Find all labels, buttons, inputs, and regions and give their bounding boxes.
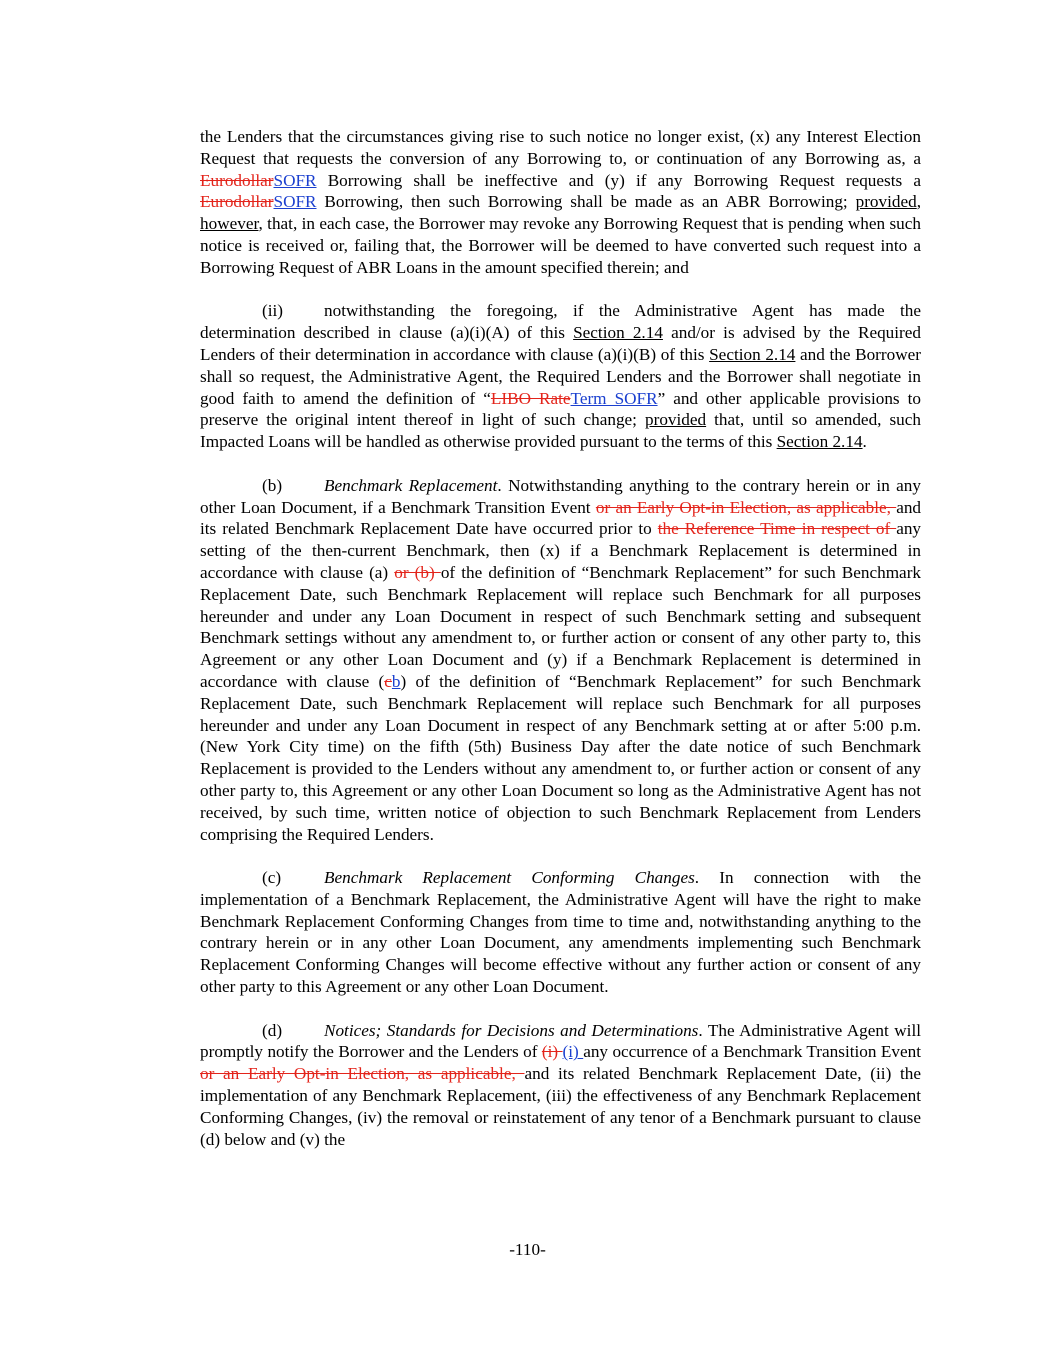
document-page bbox=[200, 126, 921, 1150]
clause-heading: Benchmark Replacement Conforming Changes bbox=[324, 868, 695, 888]
section-reference: Section 2.14 bbox=[776, 432, 863, 452]
deleted-text: c bbox=[384, 671, 392, 691]
section-reference: Section 2.14 bbox=[709, 344, 796, 364]
clause-label: (b) bbox=[262, 475, 283, 495]
underlined-term: provided bbox=[855, 192, 917, 212]
deleted-text: LIBO Rate bbox=[490, 388, 571, 408]
paragraph-c: (c) Benchmark Replacement Conforming Changes. In connection with the implementation of a Benchmark Replacement, the Administrative Agent will have the right to make Benchmark Replacement Conforming Changes from time to time and, notwithstanding anything to the contrary herein or in any other Loan Document, any amendments implementing such Benchmark Replacement Conforming Changes will become effective without any further action or consent of any other party to this Agreement or any other Loan Document. bbox=[200, 868, 921, 997]
clause-heading: Benchmark Replacement bbox=[324, 475, 498, 495]
inserted-text: (i) bbox=[562, 1042, 584, 1062]
deleted-text: (i) bbox=[541, 1042, 563, 1062]
deleted-text: Eurodollar bbox=[200, 170, 274, 190]
paragraph-d: (d) Notices; Standards for Decisions and Determinations. The Administrative Agent will promptly notify the Borrower and the Lenders of (i) (i) any occurrence of a Benchmark Transition Event or an Early Opt-in Election, as applicable, and its related Benchmark Replacement Date, (ii) the implementation of any Benchmark Replacement, (iii) the effectiveness of any Benchmark Replacement Conforming Changes, (iv) the removal or reinstatement of any tenor of a Benchmark pursuant to clause (d) below and (v) the bbox=[200, 1020, 922, 1149]
inserted-text: SOFR bbox=[273, 170, 317, 190]
inserted-text: b bbox=[391, 671, 401, 691]
deleted-text: or an Early Opt-in Election, as applicable, bbox=[595, 497, 897, 517]
deleted-text: the Reference Time in respect of bbox=[657, 519, 897, 539]
underlined-term: however bbox=[200, 214, 259, 234]
underlined-term: provided bbox=[645, 410, 707, 430]
inserted-text: SOFR bbox=[273, 192, 317, 212]
clause-label: (c) bbox=[262, 868, 282, 888]
deleted-text: or an Early Opt-in Election, as applicable, bbox=[200, 1064, 525, 1084]
section-reference: Section 2.14 bbox=[573, 323, 663, 343]
paragraph-b: (b) Benchmark Replacement. Notwithstanding anything to the contrary herein or in any other Loan Document, if a Benchmark Transition Event or an Early Opt-in Election, as applicable, and its related Benchmark Replacement Date have occurred prior to the Reference Time in respect of any setting of the then-current Benchmark, then (x) if a Benchmark Replacement is determined in accordance with clause (a) or (b) of the definition of “Benchmark Replacement” for such Benchmark Replacement Date, such Benchmark Replacement will replace such Benchmark for all purposes hereunder and under any Loan Document in respect of such Benchmark setting and subsequent Benchmark settings without any amendment to, or further action or consent of any other party to, this Agreement or any other Loan Document and (y) if a Benchmark Replacement is determined in accordance with clause (cb) of the definition of “Benchmark Replacement” for such Benchmark Replacement Date, such Benchmark Replacement will replace such Benchmark for all purposes hereunder and under any Loan Document in respect of any Benchmark setting at or after 5:00 p.m. (New York City time) on the fifth (5th) Business Day after the date notice of such Benchmark Replacement is provided to the Lenders without any amendment to, or further action or consent of any other party to, this Agreement or any other Loan Document so long as the Administrative Agent has not received, by such time, written notice of objection to such Benchmark Replacement from Lenders comprising the Required Lenders. bbox=[200, 475, 922, 844]
deleted-text: Eurodollar bbox=[200, 192, 274, 212]
paragraph-ii: (ii) notwithstanding the foregoing, if the Administrative Agent has made the determination described in clause (a)(i)(A) of this Section 2.14 and/or is advised by the Required Lenders of their determination in accordance with clause (a)(i)(B) of this Section 2.14 and the Borrower shall so request, the Administrative Agent, the Required Lenders and the Borrower shall negotiate in good faith to amend the definition of “LIBO RateTerm SOFR” and other applicable provisions to preserve the original intent thereof in light of such change; provided that, until so amended, such Impacted Loans will be handled as otherwise provided pursuant to the terms of this Section 2.14. bbox=[200, 301, 921, 452]
page-number: -110- bbox=[509, 1240, 546, 1259]
inserted-text: Term SOFR bbox=[570, 388, 658, 408]
clause-label: (d) bbox=[262, 1020, 283, 1040]
paragraph-continuation: the Lenders that the circumstances giving rise to such notice no longer exist, (x) any Interest Election Request that requests the conversion of any Borrowing to, or continuation of any Borrowing as, a EurodollarSOFR Borrowing shall be ineffective and (y) if any Borrowing Request requests a EurodollarSOFR Borrowing, then such Borrowing shall be made as an ABR Borrowing; provided, however, that, in each case, the Borrower may revoke any Borrowing Request that is pending when such notice is received or, failing that, the Borrower will be deemed to have converted such request into a Borrowing Request of ABR Loans in the amount specified therein; and bbox=[200, 127, 921, 277]
clause-heading: Notices; Standards for Decisions and Determinations bbox=[324, 1020, 699, 1040]
deleted-text: or (b) bbox=[394, 562, 441, 582]
clause-label: (ii) bbox=[262, 301, 283, 321]
